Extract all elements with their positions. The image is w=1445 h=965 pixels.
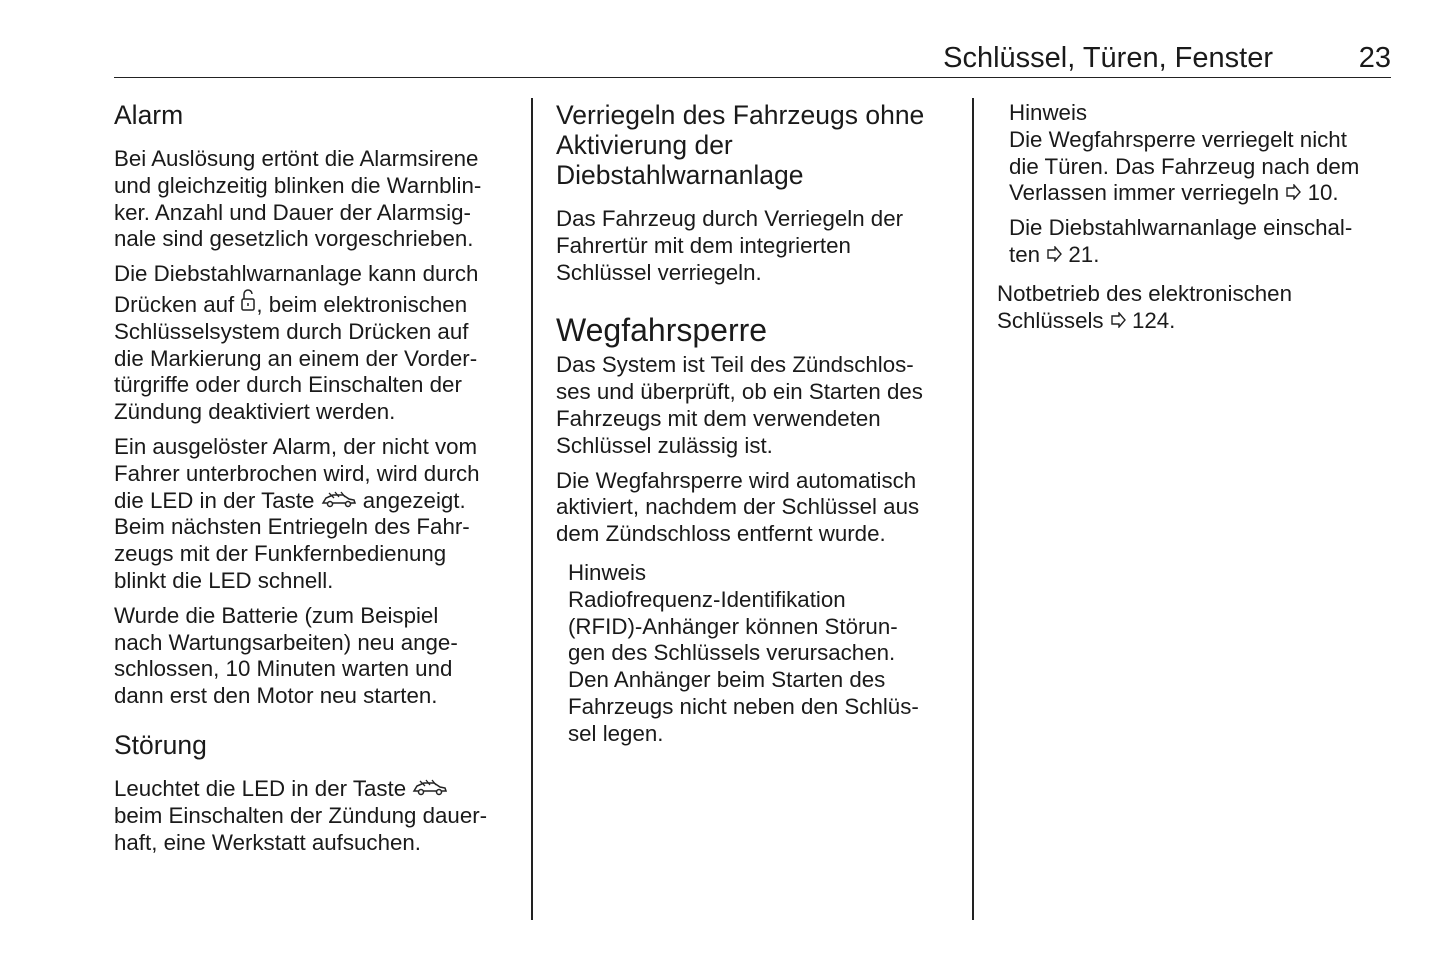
heading-line: Aktivierung der: [556, 130, 733, 160]
paragraph-wegfahrsperre-2: [556, 468, 956, 548]
page-reference[interactable]: 124.: [1131, 307, 1176, 333]
text-line: zeugs mit der Funkfernbedienung: [114, 541, 447, 567]
heading-line: Verriegeln des Fahrzeugs ohne: [556, 100, 925, 130]
note-box: [556, 560, 956, 748]
text-line: Fahrzeugs mit dem verwendeten: [556, 405, 881, 431]
text-line: Schlüssel verriegeln.: [556, 259, 762, 285]
paragraph-alarm-4: [114, 603, 514, 710]
page-reference[interactable]: 21.: [1068, 241, 1100, 267]
text-line: dem Zündschloss entfernt wurde.: [556, 521, 886, 547]
text-line: Den Anhänger beim Starten des: [568, 667, 886, 693]
page-reference[interactable]: 10.: [1307, 180, 1339, 206]
text-line: die Markierung an einem der Vorder-: [114, 345, 478, 371]
text-line: Radiofrequenz-Identifikation: [568, 586, 846, 612]
text-line: Fahrzeugs nicht neben den Schlüs-: [568, 693, 919, 719]
text-line: Drücken auf: [114, 291, 235, 317]
text-line: Verlassen immer verriegeln: [1009, 180, 1280, 206]
text-line: sel legen.: [568, 720, 664, 746]
text-line: türgriffe oder durch Einschalten der: [114, 372, 462, 398]
text-line: ses und überprüft, ob ein Starten des: [556, 379, 923, 405]
car-alarm-icon: [412, 776, 448, 803]
text-line: Wurde die Batterie (zum Beispiel: [114, 602, 439, 628]
text-line: aktiviert, nachdem der Schlüssel aus: [556, 494, 920, 520]
paragraph-stoerung: [114, 776, 514, 856]
paragraph-verriegeln: [556, 206, 956, 286]
text-line: dann erst den Motor neu starten.: [114, 683, 438, 709]
column-right: [997, 98, 1391, 334]
unlock-padlock-icon: [240, 288, 256, 319]
text-line: blinkt die LED schnell.: [114, 567, 334, 593]
text-line: Die Diebstahlwarnanlage einschal-: [1009, 215, 1353, 241]
text-line: nale sind gesetzlich vorgeschrieben.: [114, 226, 474, 252]
heading-alarm: Alarm: [114, 100, 184, 130]
reference-arrow-icon[interactable]: [1110, 308, 1126, 335]
text-line: Schlüssels: [997, 307, 1104, 333]
paragraph-wegfahrsperre-1: [556, 352, 956, 459]
text-line: , beim elektronischen: [256, 291, 468, 317]
reference-arrow-icon[interactable]: [1285, 180, 1301, 207]
text-line: ten: [1009, 241, 1040, 267]
note-text: [1009, 127, 1391, 207]
reference-arrow-icon[interactable]: [1046, 242, 1062, 269]
paragraph-alarm-2: [114, 261, 514, 426]
text-line: gen des Schlüssels verursachen.: [568, 640, 896, 666]
text-line: schlossen, 10 Minuten warten und: [114, 656, 453, 682]
note-text: [568, 587, 956, 748]
column-left: [114, 98, 514, 856]
text-line: Ein ausgelöster Alarm, der nicht vom: [114, 433, 478, 459]
text-line: und gleichzeitig blinken die Warnblin-: [114, 172, 482, 198]
text-line: Schlüsselsystem durch Drücken auf: [114, 318, 469, 344]
note-text: [1009, 215, 1391, 269]
text-line: Das Fahrzeug durch Verriegeln der: [556, 206, 904, 231]
text-line: nach Wartungsarbeiten) neu ange-: [114, 629, 458, 655]
text-line: Fahrertür mit dem integrierten: [556, 232, 851, 258]
text-line: angezeigt.: [362, 487, 466, 513]
text-line: Das System ist Teil des Zündschlos-: [556, 352, 914, 378]
car-alarm-icon: [321, 488, 357, 515]
text-line: Zündung deaktiviert werden.: [114, 399, 396, 425]
page-number: 23: [1358, 42, 1391, 74]
text-line: die Türen. Das Fahrzeug nach dem: [1009, 153, 1360, 179]
heading-stoerung: Störung: [114, 729, 207, 760]
text-line: Beim nächsten Entriegeln des Fahr-: [114, 514, 470, 540]
note-label: Hinweis: [1009, 100, 1088, 125]
text-line: die LED in der Taste: [114, 487, 315, 513]
note-box: [997, 100, 1391, 269]
page-header: [114, 40, 1391, 78]
text-line: Die Wegfahrsperre verriegelt nicht: [1009, 126, 1347, 152]
text-line: Die Wegfahrsperre wird automatisch: [556, 467, 917, 493]
heading-verriegeln: [556, 100, 956, 190]
text-line: ker. Anzahl und Dauer der Alarmsig-: [114, 199, 471, 225]
heading-line: Diebstahlwarnanlage: [556, 160, 804, 190]
note-label: Hinweis: [568, 559, 647, 585]
text-line: beim Einschalten der Zündung dauer-: [114, 802, 488, 828]
text-line: Schlüssel zulässig ist.: [556, 432, 773, 458]
text-line: haft, eine Werkstatt aufsuchen.: [114, 829, 421, 855]
column-divider: [972, 98, 974, 920]
paragraph-alarm-3: [114, 434, 514, 595]
column-divider: [531, 98, 533, 920]
text-line: Fahrer unterbrochen wird, wird durch: [114, 460, 480, 486]
text-line: Leuchtet die LED in der Taste: [114, 775, 407, 801]
text-line: Notbetrieb des elektronischen: [997, 280, 1292, 306]
text-line: Bei Auslösung ertönt die Alarmsirene: [114, 146, 479, 171]
text-line: (RFID)-Anhänger können Störun-: [568, 613, 898, 639]
paragraph-notbetrieb: [997, 281, 1391, 335]
text-line: Die Diebstahlwarnanlage kann durch: [114, 261, 479, 287]
section-title: Schlüssel, Türen, Fenster: [943, 42, 1273, 74]
paragraph-alarm-1: [114, 146, 514, 253]
heading-wegfahrsperre: Wegfahrsperre: [556, 312, 768, 349]
column-middle: [556, 98, 956, 748]
